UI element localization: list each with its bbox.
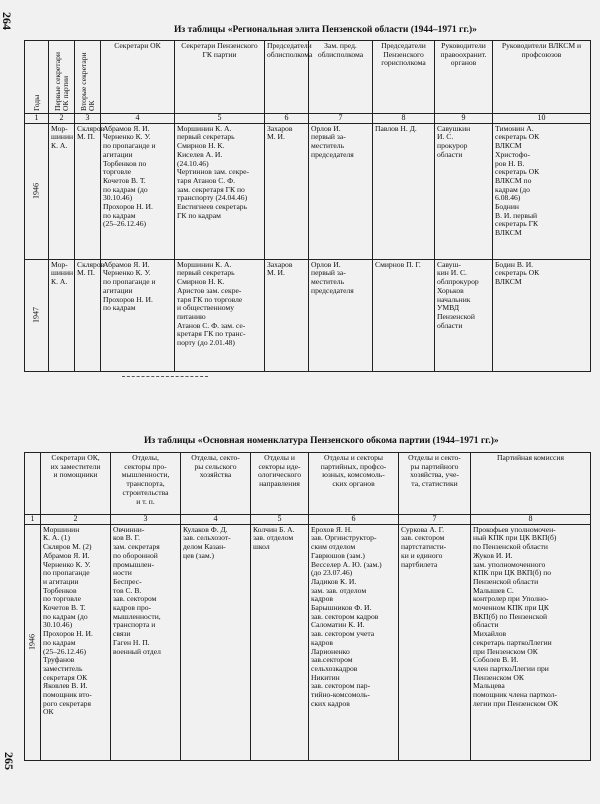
header-years: Годы	[25, 41, 49, 114]
col-number: 7	[399, 515, 471, 525]
col-number: 5	[251, 515, 309, 525]
table-cell: Смирнов П. Г.	[373, 259, 435, 371]
table-cell: Бодин В. И. секретарь ОК ВЛКСМ	[493, 259, 591, 371]
col-number: 6	[265, 114, 309, 124]
table-cell: Мор- шинин К. А.	[49, 123, 75, 259]
section-divider	[122, 376, 208, 377]
table-cell: Прокофьев уполномочен- ный КПК при ЦК ВКП(б) по Пензенской области Жуков И. И. зам. уполномоченного КПК при ЦК ВКП(б) по Пензенской области Малышев С. контролер при Уполно- моченном КПК при ЦК ВКП(б) по Пензенской области Михайлов секретарь парткоЛлегии при Пензенском ОК Соболев В. И. член парткоЛлегии при Пензенском ОК Мальцева помощник члена парткол- легии при Пензенском ОК	[471, 524, 591, 760]
col-number: 2	[41, 515, 111, 525]
header-empty	[25, 453, 41, 515]
col-number: 1	[25, 515, 41, 525]
header-ideology-departments: Отделы и секторы иде- ологического направления	[251, 453, 309, 515]
table-row	[25, 524, 591, 760]
table-cell: Тимонин А. секретарь ОК ВЛКСМ Христофо- ров Н. В. секретарь ОК ВЛКСМ по кадрам (до 6.08.46) Боднин В. И. первый секретарь ГК ВЛКСМ	[493, 123, 591, 259]
table2-number-row	[25, 515, 591, 525]
col-number: 6	[309, 515, 399, 525]
col-number: 3	[111, 515, 181, 525]
header-party-organs-departments: Отделы и секторы партийных, профсо- юзных, комсомоль- ских органов	[309, 453, 399, 515]
table-cell: Овчинни- ков В. Г. зам. секретаря по оборонной промышлен- ности Беспрес- тов С. В. зав. сектором кадров про- мышленности, транспорта и связи Гаген Н. П. военный отдел	[111, 524, 181, 760]
header-gk-secretaries: Секретари Пензенского ГК партии	[175, 41, 265, 114]
table-cell: Моршинин К. А. первый секретарь Смирнов Н. К. Аристов зам. секре- таря ГК по торговле и общественному питанию Атанов С. Ф. зам. се- кретаря ГК по транс- порту (до 2.01.48)	[175, 259, 265, 371]
table-cell: Савушкин И. С. прокурор области	[435, 123, 493, 259]
table-cell: Захаров М. И.	[265, 123, 309, 259]
table-cell: Суркова А. Г. зав. сектором партстатисти- ки и единого партбилета	[399, 524, 471, 760]
col-number: 3	[75, 114, 101, 124]
col-number: 4	[101, 114, 175, 124]
table-cell: Ерохов Я. Н. зав. Оргинструктор- ским отделом Гаврюшов (зам.) Весселер А. Ю. (зам.) (до 23.07.46) Ладиков К. И. зам. зав. отделом кадров Барышников Ф. И. зав. сектором кадров Саломатин К. И. зав. сектором учета кадров Ларионенко зав.сектором сельхозкадров Никитин зав. сектором пар- тийно-комсомоль- ских кадров	[309, 524, 399, 760]
col-number: 8	[471, 515, 591, 525]
table1-title: Из таблицы «Региональная элита Пензенской области (1944–1971 гг.)»	[174, 25, 477, 35]
header-oblispolkom-chairs: Председатели облисполкома	[265, 41, 309, 114]
header-industry-departments: Отделы, секторы про- мышленности, транспорта, строительства и т. п.	[111, 453, 181, 515]
table-row	[25, 123, 591, 259]
table2-title: Из таблицы «Основная номенклатура Пензенского обкома партии (1944–1971 гг.)»	[144, 436, 499, 446]
table-cell: Савуш- кин И. С. облпрокурор Хорьков начальник УМВД Пензенской области	[435, 259, 493, 371]
header-agriculture-departments: Отделы, секто- ры сельского хозяйства	[181, 453, 251, 515]
col-number: 9	[435, 114, 493, 124]
table-cell: Скляров М. П.	[75, 259, 101, 371]
header-komsomol-unions: Руководители ВЛКСМ и профсоюзов	[493, 41, 591, 114]
table-cell: Скляров М. П.	[75, 123, 101, 259]
header-party-economy-departments: Отделы и секто- ры партийного хозяйства, уче- та, статистики	[399, 453, 471, 515]
year-cell: 1946	[25, 123, 49, 259]
table-cell: Захаров М. И.	[265, 259, 309, 371]
nomenclature-table	[24, 452, 591, 761]
table2-header-row	[25, 453, 591, 515]
col-number: 4	[181, 515, 251, 525]
table-cell: Орлов И. первый за- меститель председателя	[309, 123, 373, 259]
table-row	[25, 259, 591, 371]
col-number: 1	[25, 114, 49, 124]
table-cell: Мор- шинин К. А.	[49, 259, 75, 371]
page-number-top: 264	[0, 12, 14, 30]
header-ok-secretaries: Секретари ОК, их заместители и помощники	[41, 453, 111, 515]
header-ok-secretaries: Секретари ОК	[101, 41, 175, 114]
regional-elite-table	[24, 40, 591, 372]
table1-number-row	[25, 114, 591, 124]
year-cell: 1947	[25, 259, 49, 371]
col-number: 7	[309, 114, 373, 124]
header-party-commission: Партийная комиссия	[471, 453, 591, 515]
table-cell: Орлов И. первый за- меститель председателя	[309, 259, 373, 371]
col-number: 10	[493, 114, 591, 124]
table-cell: Абрамов Я. И. Черненко К. У. по пропаганде и агитации Прохоров Н. И. по кадрам	[101, 259, 175, 371]
header-law-enforcement: Руководители правоохранит. органов	[435, 41, 493, 114]
table1-header-row	[25, 41, 591, 114]
table-cell: Моршинин К. А. (1) Скляров М. (2) Абрамов Я. И. Черненко К. У. по пропаганде и агитации Торбенков по торговле Кочетов В. Т. по кадрам (до 30.10.46) Прохоров Н. И. по кадрам (25–26.12.46) Труфанов заместитель секретаря ОК Яковлев В. И. помощник вто- рого секретаря ОК	[41, 524, 111, 760]
page-number-bottom: 265	[2, 752, 16, 770]
table-cell: Абрамов Я. И. Черненко К. У. по пропаганде и агитации Торбенков по торговле Кочетов В. Т. по кадрам (до 30.10.46) Прохоров Н. И. по кадрам (25–26.12.46)	[101, 123, 175, 259]
year-cell: 1946	[25, 524, 41, 760]
col-number: 8	[373, 114, 435, 124]
header-first-secretaries: Первые секретари ОК партии	[49, 41, 75, 114]
table-cell: Павлов Н. Д.	[373, 123, 435, 259]
header-deputy-chairs: Зам. пред. облисполкома	[309, 41, 373, 114]
table-cell: Моршинин К. А. первый секретарь Смирнов Н. К. Киселев А. И. (24.10.46) Чертиннов зам. секре- таря Атанов С. Ф. зам. секретаря ГК по транспорту (24.04.46) Евстигнеев секретарь ГК по кадрам	[175, 123, 265, 259]
col-number: 5	[175, 114, 265, 124]
header-gorispolkom-chairs: Председатели Пензенского горисполкома	[373, 41, 435, 114]
table-cell: Колчин Б. А. зав. отделом школ	[251, 524, 309, 760]
table-cell: Кулаков Ф. Д. зав. сельхозот- делом Казан- цев (зам.)	[181, 524, 251, 760]
header-second-secretaries: Вторые секретари ОК	[75, 41, 101, 114]
col-number: 2	[49, 114, 75, 124]
